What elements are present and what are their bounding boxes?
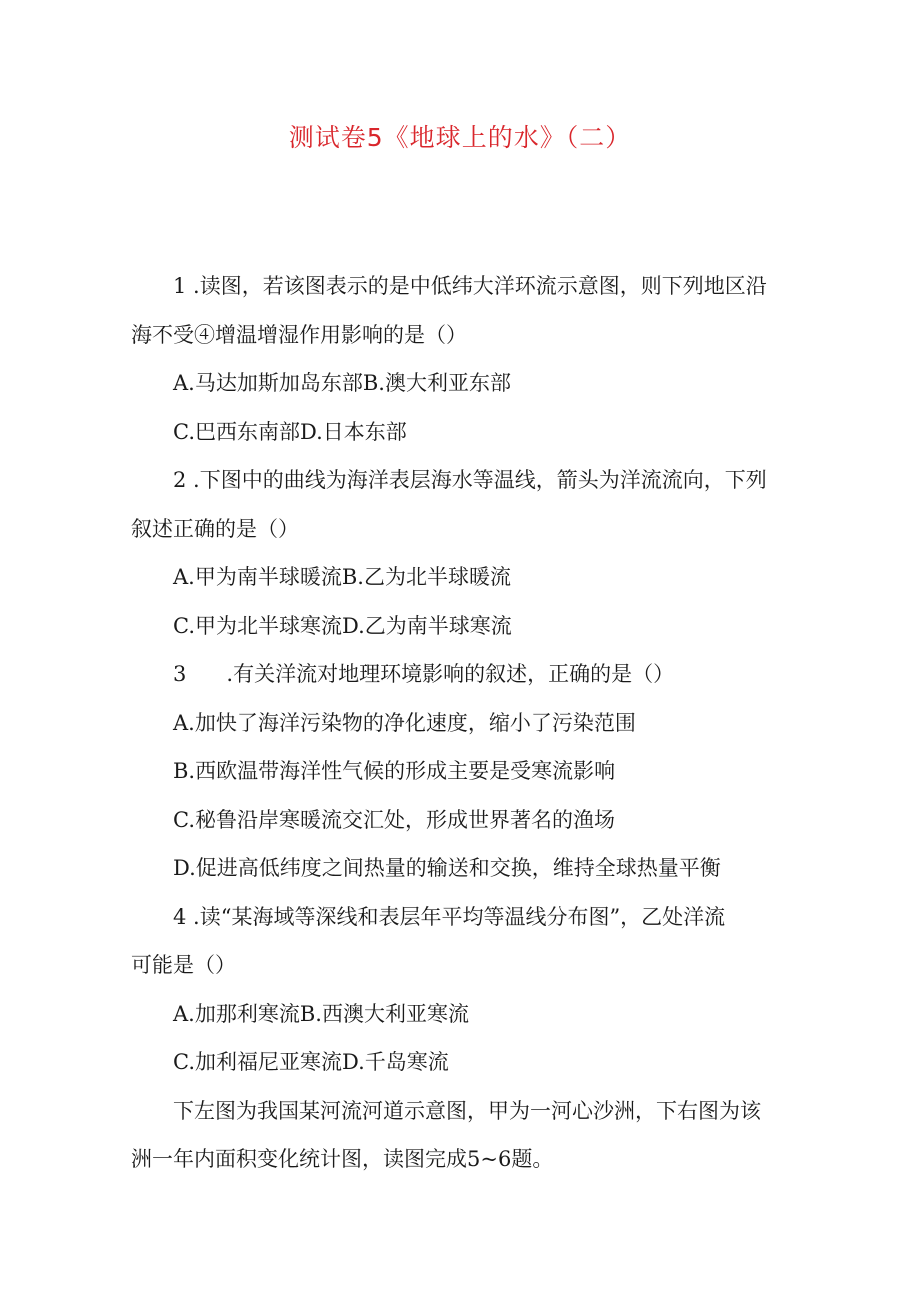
- q1-stem-line-2: 海不受④增温增湿作用影响的是（）: [131, 322, 467, 347]
- q3-option-d: D.促进高低纬度之间热量的输送和交换，维持全球热量平衡: [173, 856, 721, 880]
- q2-stem-line-2: 叙述正确的是（）: [131, 516, 299, 541]
- q4-options-cd: C.加利福尼亚寒流D.千岛寒流: [173, 1050, 449, 1074]
- q1-stem-line-1: 1 .读图，若该图表示的是中低纬大洋环流示意图，则下列地区沿: [173, 274, 767, 298]
- q1-options-cd: C.巴西东南部D.日本东部: [173, 419, 407, 444]
- q3-stem: 3 .有关洋流对地理环境影响的叙述，正确的是（）: [173, 662, 675, 686]
- q3-option-b: B.西欧温带海洋性气候的形成主要是受寒流影响: [173, 759, 616, 783]
- q4-stem-line-2: 可能是（）: [131, 953, 236, 977]
- q2-stem-line-1: 2 .下图中的曲线为海洋表层海水等温线，箭头为洋流流向，下列: [173, 468, 767, 492]
- question-body: [131, 262, 796, 1184]
- q2-options-cd: C.甲为北半球寒流D.乙为南半球寒流: [173, 613, 512, 638]
- q1-options-ab: A.马达加斯加岛东部B.澳大利亚东部: [173, 371, 511, 395]
- q3-option-c: C.秘鲁沿岸寒暖流交汇处，形成世界著名的渔场: [173, 807, 615, 832]
- q5-6-intro-line-2: 洲一年内面积变化统计图，读图完成5~6题。: [131, 1147, 554, 1171]
- q4-stem-line-1: 4 .读“某海域等深线和表层年平均等温线分布图”，乙处洋流: [173, 904, 726, 929]
- page-title: 测试卷5《地球上的水》（二）: [288, 123, 632, 152]
- q3-option-a: A.加快了海洋污染物的净化速度，缩小了污染范围: [173, 710, 636, 735]
- q2-options-ab: A.甲为南半球暖流B.乙为北半球暖流: [173, 565, 511, 589]
- q4-options-ab: A.加那利寒流B.西澳大利亚寒流: [173, 1001, 469, 1026]
- q5-6-intro-line-1: 下左图为我国某河流河道示意图，甲为一河心沙洲，下右图为该: [173, 1098, 761, 1123]
